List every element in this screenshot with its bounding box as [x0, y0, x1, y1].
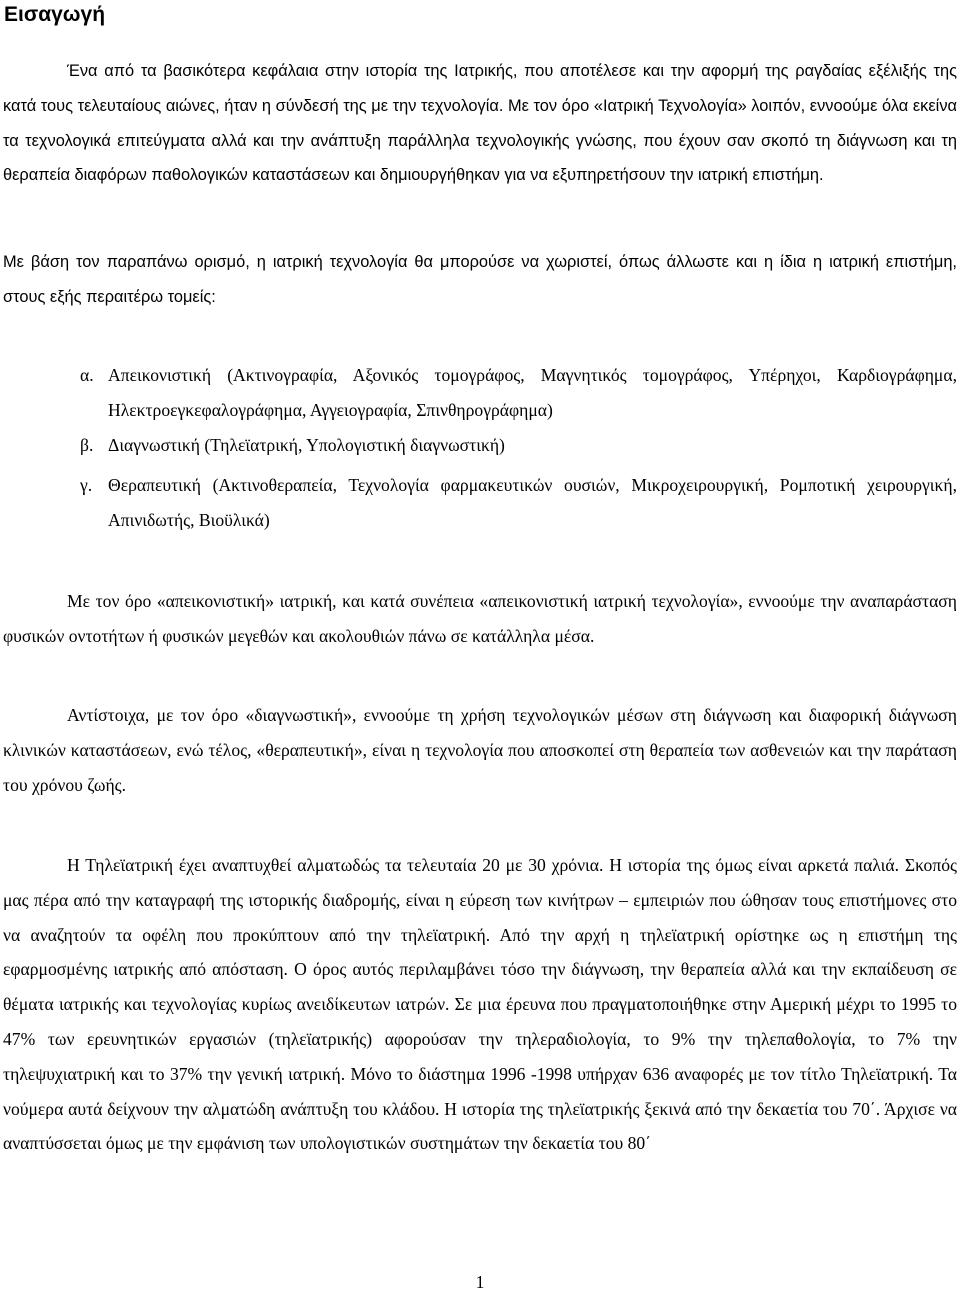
section-heading: Εισαγωγή — [4, 3, 106, 26]
medical-technology-list — [80, 358, 957, 538]
list-item — [80, 468, 957, 538]
diagnostic-paragraph: Αντίστοιχα, με τον όρο «διαγνωστική», εννοούμε τη χρήση τεχνολογικών μέσων στη διάγνωση και διαφορική διάγνωση κλινικών καταστάσεων, ενώ τέλος, «θεραπευτική», είναι η τεχνολογία που αποσκοπεί στη θεραπεία των ασθενειών και την παράταση του χρόνου ζωής. — [3, 705, 957, 795]
imaging-paragraph: Με τον όρο «απεικονιστική» ιατρική, και κατά συνέπεια «απεικονιστική ιατρική τεχνολογία», εννοούμε την αναπαράσταση φυσικών οντοτήτων ή φυσικών μεγεθών και ακολουθιών πάνω σε κατάλληλα μέσα. — [3, 591, 957, 646]
list-marker: β. — [80, 434, 94, 455]
intro-paragraph: Ένα από τα βασικότερα κεφάλαια στην ιστορία της Ιατρικής, που αποτέλεσε και την αφορμή της ραγδαίας εξέλιξής της κατά τους τελευταίους αιώνες, ήταν η σύνδεσή της με την τεχνολογία. Με τον όρο «Ιατρική Τεχνολογία» λοιπόν, εννοούμε όλα εκείνα τα τεχνολογικά επιτεύγματα αλλά και την ανάπτυξη παράλληλα τεχνολογικής γνώσης, που έχουν σαν σκοπό τη διάγνωση και τη θεραπεία διαφόρων παθολογικών καταστάσεων και δημιουργήθηκαν για να εξυπηρετήσουν την ιατρική επιστήμη. — [3, 62, 957, 185]
definition-paragraph: Με βάση τον παραπάνω ορισμό, η ιατρική τεχνολογία θα μπορούσε να χωριστεί, όπως άλλωστε και η ίδια η ιατρική επιστήμη, στους εξής περαιτέρω τομείς: — [3, 253, 957, 306]
list-marker: γ. — [80, 475, 93, 496]
list-marker: α. — [80, 365, 94, 385]
list-item — [80, 358, 957, 428]
page-number: 1 — [475, 1272, 485, 1292]
list-item-text: Διαγνωστική (Τηλεϊατρική, Υπολογιστική διαγνωστική) — [108, 434, 505, 455]
list-item-text: Θεραπευτική (Ακτινοθεραπεία, Τεχνολογία φαρμακευτικών ουσιών, Μικροχειρουργική, Ρομποτική χειρουργική, Απινιδωτής, Βιοϋλικά) — [108, 475, 957, 531]
list-item — [80, 428, 957, 463]
telemedicine-paragraph: Η Τηλεϊατρική έχει αναπτυχθεί αλματωδώς τα τελευταία 20 με 30 χρόνια. Η ιστορία της όμως είναι αρκετά παλιά. Σκοπός μας πέρα από την καταγραφή της ιστορικής διαδρομής, είναι η εύρεση των κινήτρων – εμπειριών που ώθησαν τους επιστήμονες στο να αναζητούν τα οφέλη που προκύπτουν από την τηλεϊατρική. Από την αρχή η τηλεϊατρική ορίστηκε ως η επιστήμη της εφαρμοσμένης ιατρικής από απόσταση. Ο όρος αυτός περιλαμβάνει τόσο την διάγνωση, την θεραπεία αλλά και την εκπαίδευση σε θέματα ιατρικής και τεχνολογίας κυρίως ανειδίκευτων ιατρών. Σε μια έρευνα που πραγματοποιήθηκε στην Αμερική μέχρι το 1995 το 47% των ερευνητικών εργασιών (τηλεϊατρικής) αφορούσαν την τηλεραδιολογία, το 9% την τηλεπαθολογία, το 7% την τηλεψυχιατρική και το 37% την γενική ιατρική. Μόνο το διάστημα 1996 -1998 υπήρχαν 636 αναφορές με τον τίτλο Τηλεϊατρική. Τα νούμερα αυτά δείχνουν την αλματώδη ανάπτυξη του κλάδου. Η ιστορία της τηλεϊατρικής ξεκινά από την δεκαετία του 70΄. Άρχισε να αναπτύσσεται όμως με την εμφάνιση των υπολογιστικών συστημάτων την δεκαετία του 80΄ — [3, 855, 957, 1154]
list-item-text: Απεικονιστική (Ακτινογραφία, Αξονικός τομογράφος, Μαγνητικός τομογράφος, Υπέρηχοι, Καρδιογράφημα, Ηλεκτροεγκεφαλογράφημα, Αγγειογραφία, Σπινθηρογράφημα) — [108, 365, 957, 420]
